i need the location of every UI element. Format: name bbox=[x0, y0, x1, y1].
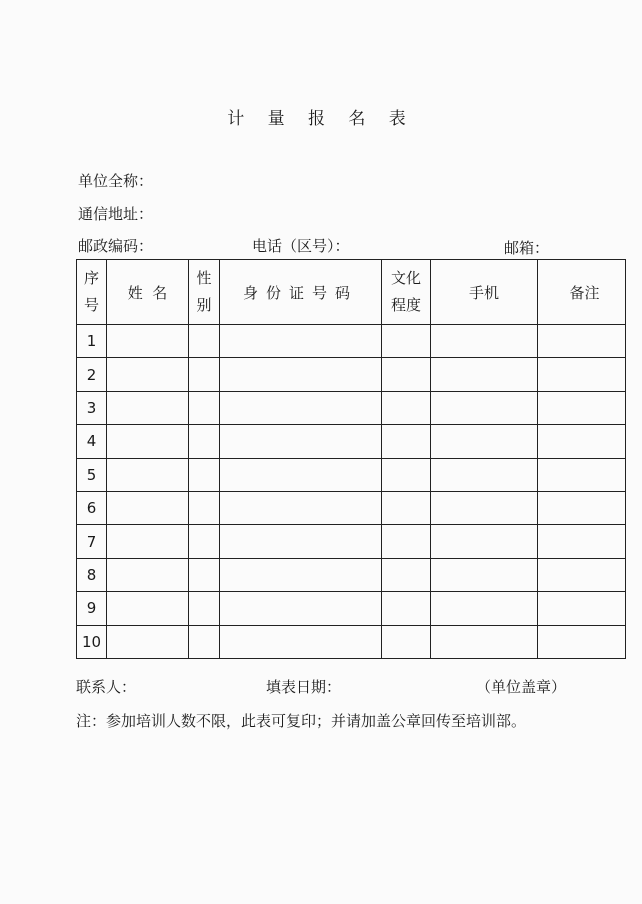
header-mobile bbox=[431, 260, 538, 325]
id-number-cell[interactable] bbox=[220, 592, 382, 625]
email-label: 邮箱： bbox=[504, 239, 550, 257]
id-number-cell[interactable] bbox=[220, 558, 382, 591]
education-cell[interactable] bbox=[382, 525, 431, 558]
table-header-row bbox=[77, 260, 626, 325]
gender-cell[interactable] bbox=[189, 425, 220, 458]
remarks-cell[interactable] bbox=[538, 592, 626, 625]
header-mobile-label: 手机 bbox=[468, 283, 499, 302]
table-row bbox=[77, 558, 626, 591]
header-remarks-label: 备注 bbox=[569, 283, 600, 302]
row-index: 9 bbox=[77, 592, 107, 625]
header-education-bottom: 程度 bbox=[390, 296, 421, 314]
gender-cell[interactable] bbox=[189, 625, 220, 658]
header-name bbox=[107, 260, 189, 325]
header-index-top: 序 bbox=[83, 269, 99, 287]
id-number-cell[interactable] bbox=[220, 391, 382, 424]
education-cell[interactable] bbox=[382, 325, 431, 358]
mobile-cell[interactable] bbox=[431, 325, 538, 358]
education-cell[interactable] bbox=[382, 425, 431, 458]
remarks-cell[interactable] bbox=[538, 425, 626, 458]
unit-name-label: 单位全称： bbox=[78, 172, 154, 190]
table-row bbox=[77, 325, 626, 358]
remarks-cell[interactable] bbox=[538, 458, 626, 491]
header-name-label: 姓 名 bbox=[127, 283, 168, 302]
mobile-cell[interactable] bbox=[431, 625, 538, 658]
mobile-cell[interactable] bbox=[431, 458, 538, 491]
registration-table bbox=[76, 259, 626, 659]
header-education bbox=[382, 260, 431, 325]
table-row bbox=[77, 625, 626, 658]
remarks-cell[interactable] bbox=[538, 625, 626, 658]
education-cell[interactable] bbox=[382, 358, 431, 391]
remarks-cell[interactable] bbox=[538, 491, 626, 524]
id-number-cell[interactable] bbox=[220, 525, 382, 558]
phone-label: 电话（区号）： bbox=[252, 237, 350, 255]
gender-cell[interactable] bbox=[189, 491, 220, 524]
education-cell[interactable] bbox=[382, 491, 431, 524]
header-index-bottom: 号 bbox=[83, 296, 99, 314]
row-index: 6 bbox=[77, 491, 107, 524]
table-row bbox=[77, 458, 626, 491]
table-row bbox=[77, 592, 626, 625]
seal-label: （单位盖章） bbox=[476, 678, 567, 696]
id-number-cell[interactable] bbox=[220, 325, 382, 358]
gender-cell[interactable] bbox=[189, 358, 220, 391]
remarks-cell[interactable] bbox=[538, 391, 626, 424]
footer-note: 注：参加培训人数不限，此表可复印；并请加盖公章回传至培训部。 bbox=[76, 712, 527, 730]
name-cell[interactable] bbox=[107, 491, 189, 524]
name-cell[interactable] bbox=[107, 358, 189, 391]
mobile-cell[interactable] bbox=[431, 391, 538, 424]
gender-cell[interactable] bbox=[189, 325, 220, 358]
name-cell[interactable] bbox=[107, 458, 189, 491]
row-index: 2 bbox=[77, 358, 107, 391]
postal-code-label: 邮政编码： bbox=[78, 237, 154, 255]
name-cell[interactable] bbox=[107, 325, 189, 358]
id-number-cell[interactable] bbox=[220, 625, 382, 658]
table-row bbox=[77, 491, 626, 524]
id-number-cell[interactable] bbox=[220, 458, 382, 491]
name-cell[interactable] bbox=[107, 558, 189, 591]
row-index: 1 bbox=[77, 325, 107, 358]
gender-cell[interactable] bbox=[189, 592, 220, 625]
name-cell[interactable] bbox=[107, 525, 189, 558]
mobile-cell[interactable] bbox=[431, 491, 538, 524]
remarks-cell[interactable] bbox=[538, 325, 626, 358]
form-title: 计 量 报 名 表 bbox=[227, 109, 415, 129]
mobile-cell[interactable] bbox=[431, 558, 538, 591]
row-index: 5 bbox=[77, 458, 107, 491]
remarks-cell[interactable] bbox=[538, 358, 626, 391]
remarks-cell[interactable] bbox=[538, 558, 626, 591]
gender-cell[interactable] bbox=[189, 391, 220, 424]
id-number-cell[interactable] bbox=[220, 425, 382, 458]
header-id-number bbox=[220, 260, 382, 325]
table-row bbox=[77, 525, 626, 558]
id-number-cell[interactable] bbox=[220, 491, 382, 524]
header-gender bbox=[189, 260, 220, 325]
fill-date-label: 填表日期： bbox=[266, 678, 342, 696]
table-row bbox=[77, 391, 626, 424]
row-index: 3 bbox=[77, 391, 107, 424]
education-cell[interactable] bbox=[382, 625, 431, 658]
table-row bbox=[77, 425, 626, 458]
name-cell[interactable] bbox=[107, 391, 189, 424]
mobile-cell[interactable] bbox=[431, 425, 538, 458]
address-label: 通信地址： bbox=[78, 205, 154, 223]
gender-cell[interactable] bbox=[189, 558, 220, 591]
remarks-cell[interactable] bbox=[538, 525, 626, 558]
gender-cell[interactable] bbox=[189, 525, 220, 558]
name-cell[interactable] bbox=[107, 425, 189, 458]
row-index: 7 bbox=[77, 525, 107, 558]
gender-cell[interactable] bbox=[189, 458, 220, 491]
mobile-cell[interactable] bbox=[431, 358, 538, 391]
mobile-cell[interactable] bbox=[431, 592, 538, 625]
header-gender-top: 性 bbox=[196, 269, 212, 287]
contact-person-label: 联系人： bbox=[76, 678, 137, 696]
mobile-cell[interactable] bbox=[431, 525, 538, 558]
education-cell[interactable] bbox=[382, 558, 431, 591]
header-index bbox=[77, 260, 107, 325]
row-index: 8 bbox=[77, 558, 107, 591]
name-cell[interactable] bbox=[107, 592, 189, 625]
table-body bbox=[77, 325, 626, 659]
header-remarks bbox=[538, 260, 626, 325]
education-cell[interactable] bbox=[382, 592, 431, 625]
table-row bbox=[77, 358, 626, 391]
name-cell[interactable] bbox=[107, 625, 189, 658]
education-cell[interactable] bbox=[382, 458, 431, 491]
header-education-top: 文化 bbox=[390, 269, 421, 287]
id-number-cell[interactable] bbox=[220, 358, 382, 391]
header-gender-bottom: 别 bbox=[196, 296, 212, 314]
education-cell[interactable] bbox=[382, 391, 431, 424]
row-index: 4 bbox=[77, 425, 107, 458]
header-id-number-label: 身份证号码 bbox=[242, 283, 358, 302]
row-index: 10 bbox=[77, 625, 107, 658]
